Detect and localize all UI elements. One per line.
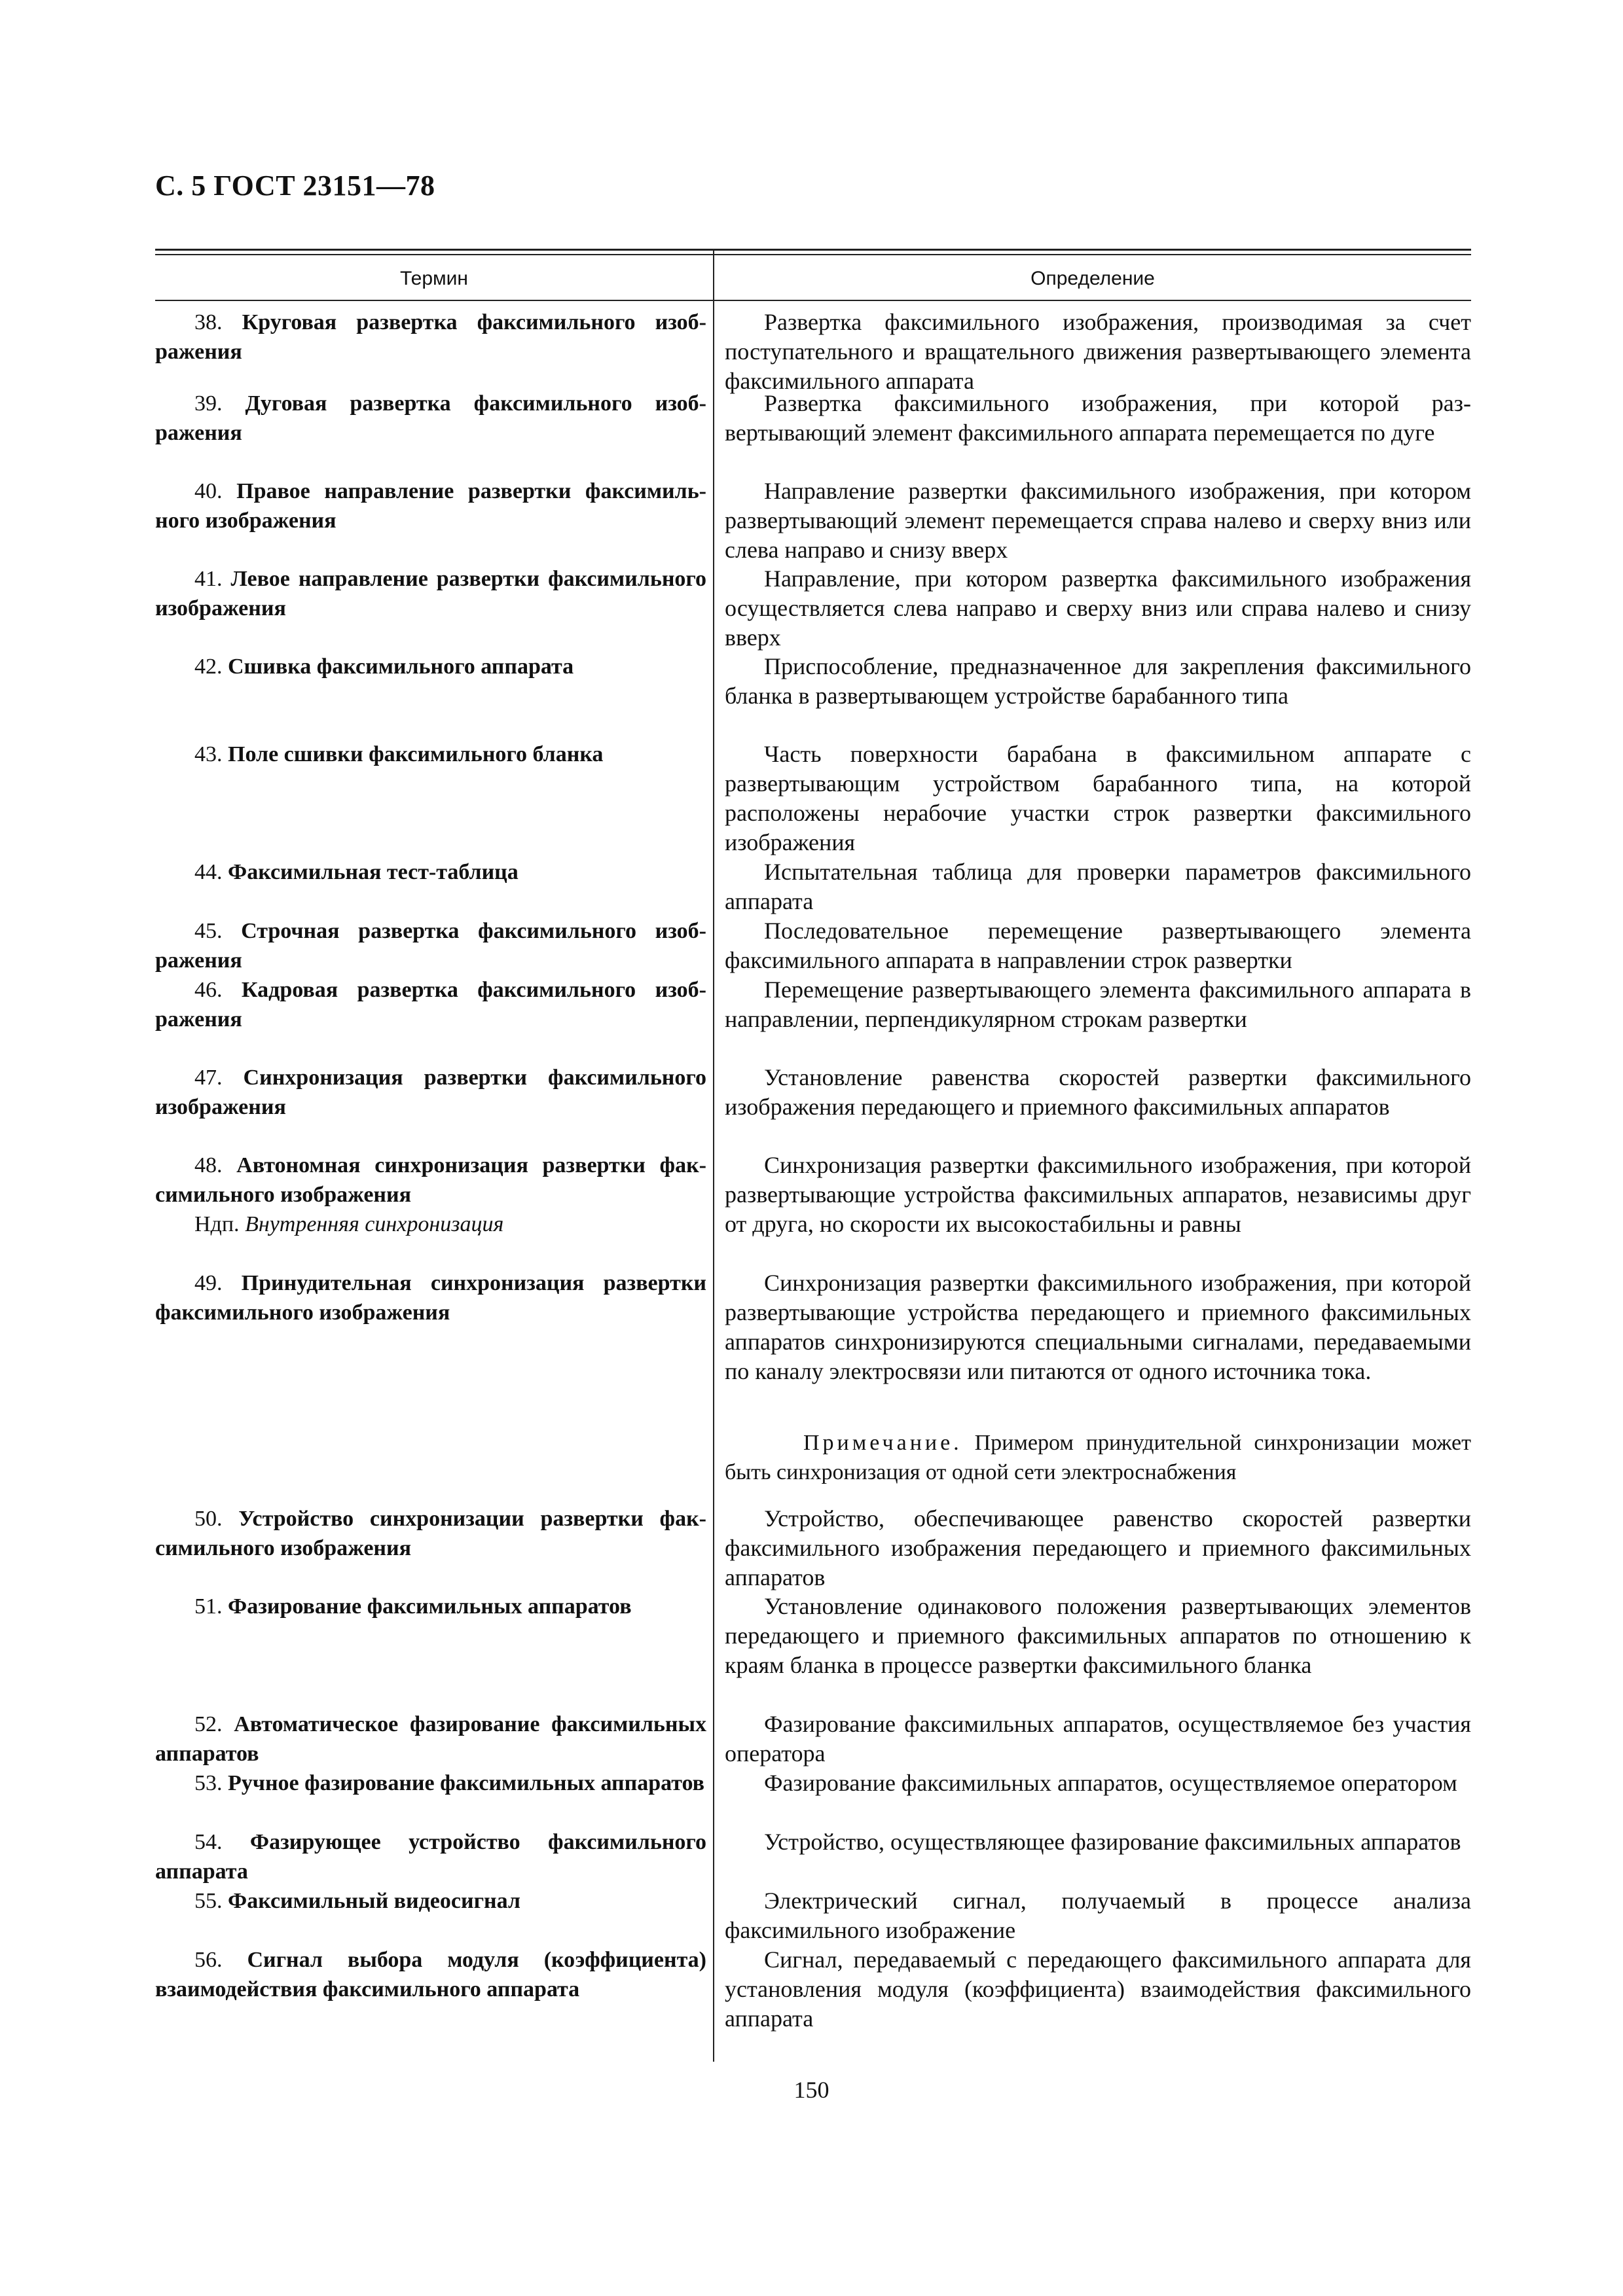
table-row bbox=[155, 308, 1471, 394]
term-cell: 45. Строчная развертка факсимильного изображения bbox=[155, 919, 706, 973]
term-cell: 41. Левое направление развертки факсимильного изображения bbox=[155, 567, 707, 620]
note-label: Примечание. bbox=[803, 1431, 962, 1455]
table-row bbox=[155, 975, 1471, 1063]
definition-cell: Испытательная таблица для проверки параметров факсимильного аппарата bbox=[725, 859, 1471, 914]
note-text: Примером принудительной синхронизации может быть синхронизация от одной сети электроснабжения bbox=[725, 1431, 1471, 1484]
definition-cell: Фазирование факсимильных аппаратов, осуществляемое без участия оператора bbox=[725, 1711, 1471, 1767]
definition-cell: Фазирование факсимильных аппаратов, осуществляемое оператором bbox=[764, 1770, 1457, 1796]
term-cell: 52. Автоматическое фазирование факсимильных аппаратов bbox=[155, 1712, 707, 1766]
term-cell: 47. Синхронизация развертки факсимильного изображения bbox=[155, 1066, 706, 1119]
definition-cell: Установление равенства скоростей развертки факсимильного изображения передающего и приемного факсимильных аппаратов bbox=[725, 1064, 1471, 1120]
table-row bbox=[155, 652, 1471, 740]
definition-cell: Устройство, обеспечивающее равенство скоростей развертки факсимильного изображения передающего и приемного факсимильных аппаратов bbox=[725, 1505, 1471, 1590]
table-row bbox=[155, 389, 1471, 476]
table-row bbox=[155, 1827, 1471, 1886]
definition-cell: Установление одинакового положения развертывающих элементов передающего и приемного факсимильных аппаратов по отношению к краям бланка в процессе развертки факсимильного бланка bbox=[725, 1593, 1471, 1678]
term-cell: 43. Поле сшивки факсимильного бланка bbox=[194, 742, 604, 766]
definition-cell: Устройство, осуществляющее фазирование факсимильных аппаратов bbox=[764, 1829, 1461, 1855]
table-row bbox=[155, 1268, 1471, 1422]
table-row bbox=[155, 1886, 1471, 1945]
term-cell: 49. Принудительная синхронизация развертки факсимильного изображения bbox=[155, 1271, 706, 1325]
note-block bbox=[713, 1422, 1471, 1495]
term-cell: 53. Ручное фазирование факсимильных аппаратов bbox=[194, 1771, 705, 1795]
page-number: 150 bbox=[793, 2077, 830, 2103]
table-row bbox=[155, 1592, 1471, 1710]
table-row bbox=[155, 476, 1471, 564]
term-cell: 56. Сигнал выбора модуля (коэффициента) взаимодействия факсимильного аппарата bbox=[155, 1948, 707, 2001]
definition-cell: Синхронизация развертки факсимильного изображения, при которой развертывающие устройства передающего и приемного факсимильных аппаратов синхронизируются специальными сигналами, передаваемыми по каналу электросвязи или питаются от одного источника тока. bbox=[725, 1270, 1471, 1384]
table-row bbox=[155, 857, 1471, 916]
term-cell: 54. Фазирующее устройство факсимильного аппарата bbox=[155, 1830, 706, 1884]
table-top-rule bbox=[155, 249, 1471, 251]
table-row bbox=[155, 1945, 1471, 2033]
definition-cell: Синхронизация развертки факсимильного изображения, при которой развертывающие устройства факсимильных аппаратов, независимы друг от друга, но скорости их высокостабильны и равны bbox=[725, 1152, 1471, 1237]
term-cell: 40. Правое направление развертки факсимильного изображения bbox=[155, 479, 706, 533]
definition-cell: Перемещение развертывающего элемента факсимильного аппарата в направлении, перпендикулярном строкам развертки bbox=[725, 977, 1471, 1032]
table-body bbox=[155, 308, 1471, 2033]
term-cell: 39. Дуговая развертка факсимильного изображения bbox=[155, 391, 706, 445]
definition-cell: Последовательное перемещение развертывающего элемента факсимильного аппарата в направлении строк развертки bbox=[725, 918, 1471, 973]
term-cell: 38. Круговая развертка факсимильного изображения bbox=[155, 310, 706, 364]
term-cell: 46. Кадровая развертка факсимильного изображения bbox=[155, 978, 706, 1031]
table-row bbox=[155, 1504, 1471, 1592]
term-cell: 50. Устройство синхронизации развертки факсимильного изображения bbox=[155, 1507, 706, 1560]
term-cell: 48. Автономная синхронизация развертки факсимильного изображения Ндп. Внутренняя синхронизация bbox=[155, 1151, 713, 1268]
definition-cell: Приспособление, предназначенное для закрепления факсимильного бланка в развертывающем устройстве барабанного типа bbox=[725, 653, 1471, 709]
term-cell: 55. Факсимильный видеосигнал bbox=[194, 1889, 520, 1913]
deprecated-synonym: Ндп. Внутренняя синхронизация bbox=[194, 1212, 504, 1236]
definition-cell: Сигнал, передаваемый с передающего факсимильного аппарата для установления модуля (коэффициента) взаимодействия факсимильного аппарата bbox=[725, 1946, 1471, 2032]
table-row bbox=[155, 564, 1471, 652]
header-bottom-rule bbox=[155, 300, 1471, 301]
definition-cell: Направление, при котором развертка факсимильного изображения осуществляется слева направо и сверху вниз или справа налево и снизу вверх bbox=[725, 565, 1471, 651]
table-top-rule-inner bbox=[155, 254, 1471, 255]
term-cell: 44. Факсимильная тест-таблица bbox=[194, 860, 519, 884]
page-header: С. 5 ГОСТ 23151—78 bbox=[155, 170, 435, 202]
table-row bbox=[155, 740, 1471, 857]
definition-cell: Развертка факсимильного изображения, производимая за счет поступательного и вращательного движения развертывающего элемента факсимильного аппарата bbox=[725, 309, 1471, 394]
column-header-definition: Определение bbox=[1030, 268, 1155, 289]
definition-cell: Часть поверхности барабана в факсимильном аппарате с развертывающим устройством барабанного типа, на которой расположены нерабочие участки строк развертки факсимильного изображения bbox=[725, 741, 1471, 855]
column-header-term: Термин bbox=[400, 268, 468, 289]
term-cell: 51. Фазирование факсимильных аппаратов bbox=[194, 1594, 632, 1619]
table-row bbox=[155, 1710, 1471, 1768]
table-row bbox=[155, 1768, 1471, 1827]
table-row bbox=[155, 1151, 1471, 1268]
definition-cell: Направление развертки факсимильного изображения, при котором развертывающий элемент перемещается справа налево и сверху вниз или слева направо и снизу вверх bbox=[725, 478, 1471, 563]
definition-cell: Развертка факсимильного изображения, при которой развертывающий элемент факсимильного аппарата перемещается по дуге bbox=[725, 390, 1471, 446]
definition-cell: Электрический сигнал, получаемый в процессе анализа факсимильного изображение bbox=[725, 1888, 1471, 1943]
table-row bbox=[155, 916, 1471, 975]
table-row bbox=[155, 1063, 1471, 1151]
term-cell: 42. Сшивка факсимильного аппарата bbox=[194, 655, 574, 679]
